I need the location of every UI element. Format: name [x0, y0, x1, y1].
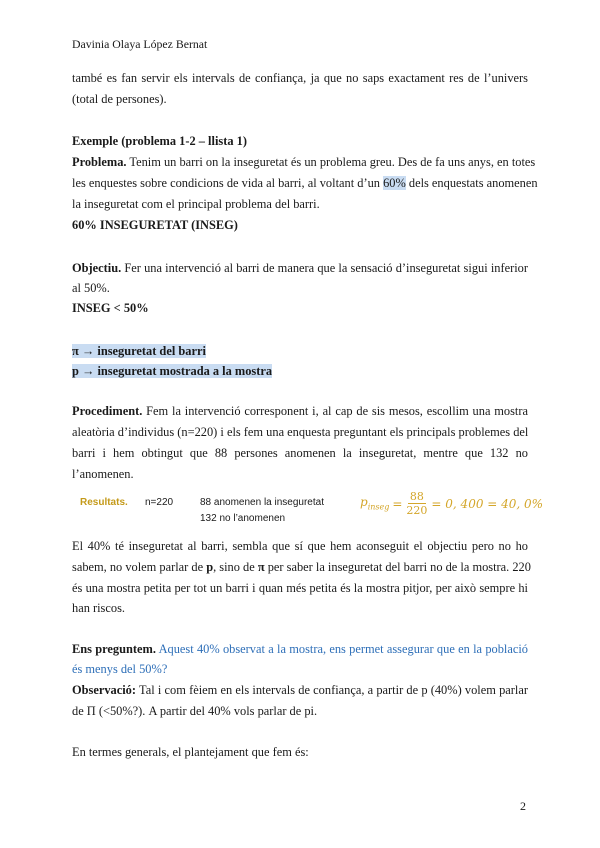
- example-title: Exemple (problema 1-2 – llista 1): [72, 134, 247, 148]
- problem-label: Problema.: [72, 155, 127, 169]
- formula-numerator: 88: [409, 490, 424, 503]
- definition-pi-text: π → inseguretat del barri: [72, 344, 206, 358]
- intro-line-1: també es fan servir els intervals de confiança, ja que no saps exactament res de l’univers: [72, 71, 528, 85]
- objective-line-2: al 50%.: [72, 281, 110, 295]
- results-yes: 88 anomenen la inseguretat: [200, 497, 324, 508]
- objective-statement: INSEG < 50%: [72, 301, 149, 315]
- analysis-line-2-after: per saber la inseguretat del barri no de la mostra. 220: [264, 560, 531, 574]
- question-line-1-text: Aquest 40% observat a la mostra, ens permet assegurar que en la població: [155, 642, 528, 656]
- observation-line-1: [72, 683, 528, 698]
- problem-line-1: [72, 155, 536, 170]
- objective-line-1: [72, 261, 528, 276]
- problem-line-2-after: dels enquestats anomenen: [405, 176, 538, 190]
- formula-lhs: [360, 495, 389, 511]
- observation-line-1-text: Tal i com fèiem en els intervals de confiança, a partir de p (40%) volem parlar: [136, 683, 528, 697]
- procedure-line-1: [72, 404, 528, 419]
- analysis-line-2-before: sabem, no volem parlar de: [72, 560, 207, 574]
- closing-line: En termes generals, el plantejament que fem és:: [72, 745, 309, 759]
- objective-label: Objectiu.: [72, 261, 122, 275]
- procedure-line-1-text: Fem la intervenció corresponent i, al cap de sis mesos, escollim una mostra: [142, 404, 528, 418]
- observation-label: Observació:: [72, 683, 137, 697]
- formula-fraction: [406, 490, 427, 517]
- procedure-line-4: l’anomenen.: [72, 467, 134, 481]
- proportion-formula: [360, 490, 543, 517]
- analysis-line-1: El 40% té inseguretat al barri, sembla que sí que hem aconseguit el objectiu pero no ho: [72, 539, 528, 553]
- problem-line-1-text: Tenim un barri on la inseguretat és un problema greu. Des de fa uns anys, en totes: [126, 155, 536, 169]
- analysis-line-2: [72, 560, 531, 575]
- procedure-line-3: barri i hem obtingut que 88 persones anomenen la inseguretat, mentre que 132 no: [72, 446, 528, 460]
- formula-subscript: inseg: [367, 502, 390, 512]
- analysis-line-2-mid: , sino de: [213, 560, 258, 574]
- highlight-60-percent: 60%: [383, 176, 406, 190]
- formula-denominator: 220: [406, 504, 428, 517]
- intro-line-2: (total de persones).: [72, 92, 167, 106]
- definition-pi: [72, 344, 206, 359]
- analysis-line-3: és una mostra petita per tot un barri i quan més petita és la mostra pitjor, per això sempre hi: [72, 581, 528, 595]
- results-label: Resultats.: [80, 497, 128, 508]
- page-number: 2: [520, 799, 526, 813]
- results-no: 132 no l’anomenen: [200, 513, 286, 524]
- observation-line-2: de Π (<50%?). A partir del 40% vols parlar de pi.: [72, 704, 318, 718]
- problem-line-3: la inseguretat com el principal problema del barri.: [72, 197, 320, 211]
- question-line-2: és menys del 50%?: [72, 662, 168, 676]
- procedure-line-2: aleatòria d’individus (n=220) i els fem una enquesta preguntant els principals problemes del: [72, 425, 529, 439]
- problem-line-2-before: les enquestes sobre condicions de vida al barri, al voltant d’un: [72, 176, 384, 190]
- formula-equals: =: [392, 496, 403, 511]
- definition-p-text: p → inseguretat mostrada a la mostra: [72, 364, 273, 378]
- formula-p: p: [360, 495, 368, 510]
- question-line-1: [72, 642, 528, 657]
- analysis-line-4: han riscos.: [72, 601, 125, 615]
- formula-rhs: = 0, 400 = 40, 0%: [431, 496, 544, 511]
- question-label: Ens preguntem.: [72, 642, 156, 656]
- objective-line-1-text: Fer una intervenció al barri de manera que la sensació d’inseguretat sigui inferior: [121, 261, 528, 275]
- analysis-pi-symbol: π: [257, 560, 265, 574]
- definition-p: [72, 364, 272, 379]
- problem-line-2: [72, 176, 538, 191]
- analysis-p-symbol: p: [206, 560, 214, 574]
- inseg-statement: 60% INSEGURETAT (INSEG): [72, 218, 238, 232]
- results-n: n=220: [145, 497, 174, 508]
- page-header-author: Davinia Olaya López Bernat: [72, 37, 208, 51]
- procedure-label: Procediment.: [72, 404, 143, 418]
